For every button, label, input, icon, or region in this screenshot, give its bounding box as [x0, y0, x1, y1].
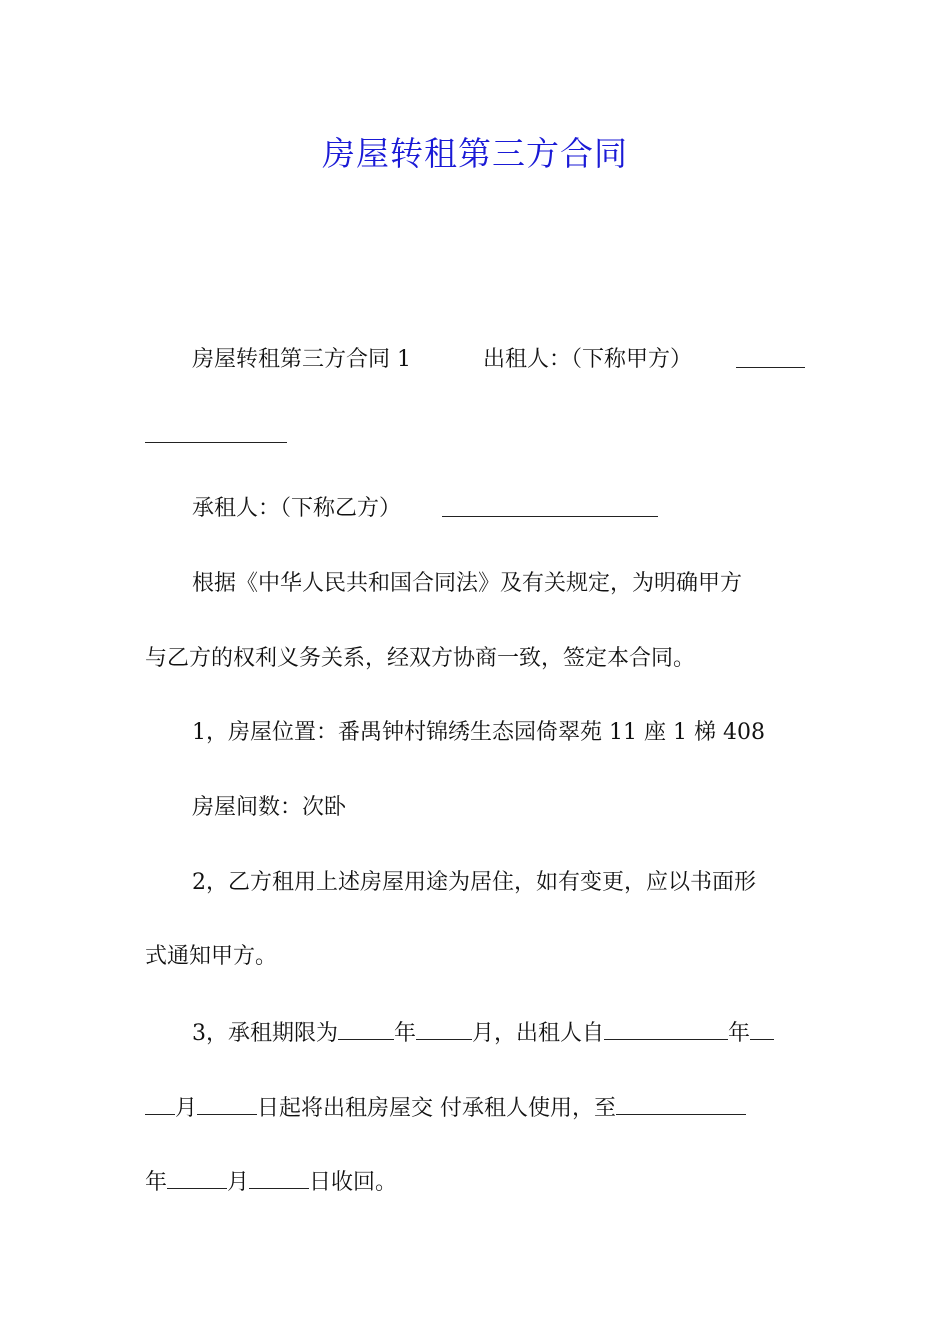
clause-3-line-1: [192, 1017, 774, 1049]
preamble-line-2: 与乙方的权利义务关系，经双方协商一致，签定本合同。: [145, 646, 696, 671]
year-unit: 年: [394, 1021, 417, 1046]
room-count-line: 房屋间数：次卧: [192, 795, 347, 820]
lessor-label-line: [483, 345, 692, 375]
clause-1-location: 1，房屋位置：番禺钟村锦绣生态园倚翠苑 11 座 1 梯 408: [192, 720, 765, 745]
start-year-unit: 年: [728, 1021, 751, 1046]
recovery-text: 日收回。: [309, 1170, 398, 1195]
preamble-line-1: 根据《中华人民共和国合同法》及有关规定，为明确甲方: [192, 571, 743, 596]
term-years-blank[interactable]: [338, 1017, 394, 1040]
term-label: 3，承租期限为: [192, 1021, 338, 1046]
end-year-blank[interactable]: [616, 1092, 746, 1115]
lessee-name-blank[interactable]: [442, 494, 658, 517]
lessor-blank-line: [736, 345, 805, 377]
lessor-label: 出租人：（下称甲方）: [483, 347, 693, 372]
start-month-blank[interactable]: [750, 1017, 774, 1040]
start-year-blank[interactable]: [604, 1017, 728, 1040]
end-day-blank[interactable]: [249, 1166, 309, 1189]
handover-text: 日起将出租房屋交 付承租人使用，至: [257, 1096, 617, 1121]
end-month-unit: 月: [227, 1170, 250, 1195]
paragraph-contract-heading: [192, 345, 411, 375]
document-title: 房屋转租第三方合同: [322, 134, 628, 173]
lessee-blank-line: [442, 494, 658, 526]
start-day-blank[interactable]: [197, 1092, 257, 1115]
lessor-name-blank[interactable]: [736, 345, 805, 368]
clause-2-line-2: 式通知甲方。: [145, 944, 278, 969]
term-months-blank[interactable]: [416, 1017, 472, 1040]
clause-3-line-2: [145, 1092, 746, 1124]
lessor-name-blank-continued[interactable]: [145, 420, 287, 443]
lessee-line: [192, 494, 401, 524]
lessee-label: 承租人：（下称乙方）: [192, 496, 402, 521]
start-month-blank-continued[interactable]: [145, 1092, 175, 1115]
end-year-unit: 年: [145, 1170, 168, 1195]
clause-2-line-1: 2，乙方租用上述房屋用途为居住，如有变更，应以书面形: [192, 870, 756, 895]
start-label: 月，出租人自: [472, 1021, 605, 1046]
end-month-blank[interactable]: [167, 1166, 227, 1189]
clause-3-line-3: [145, 1166, 397, 1198]
lessor-blank-continuation: [145, 420, 287, 452]
start-month-unit: 月: [175, 1096, 198, 1121]
contract-heading-text: 房屋转租第三方合同 1: [192, 347, 411, 372]
